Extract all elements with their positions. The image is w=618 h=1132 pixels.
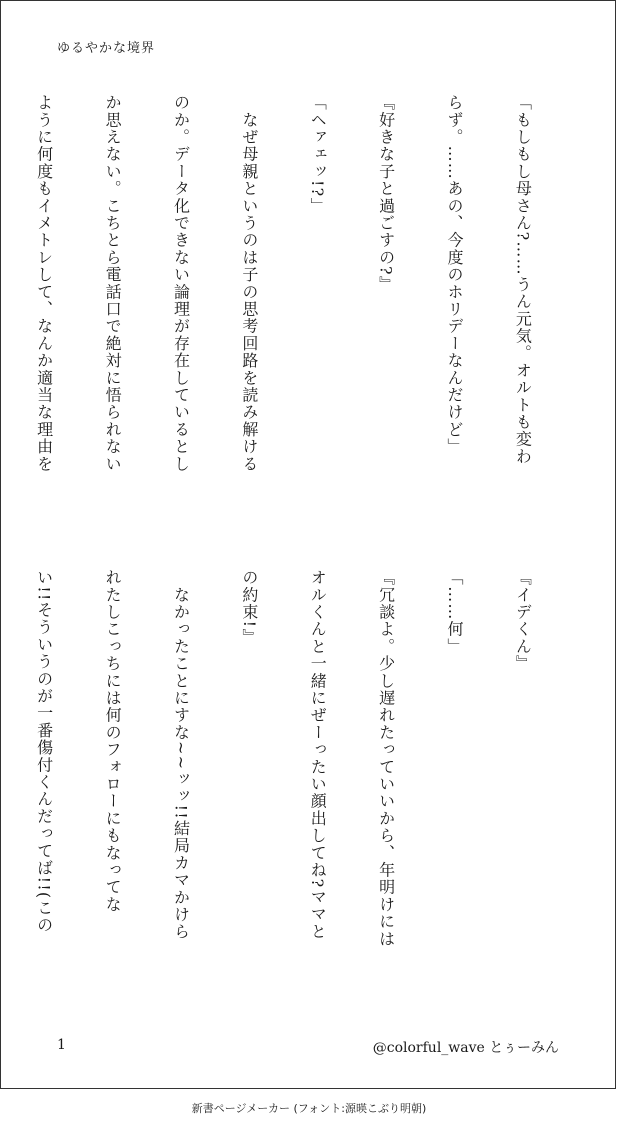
text-line: ように何度もイメトレして、なんか適当な理由を bbox=[34, 94, 54, 473]
text-line: れたしこっちには何のフォローにもなってな bbox=[103, 569, 123, 913]
text-line: 『好きな子と過ごすの?』 bbox=[376, 94, 396, 293]
header-title: ゆるやかな境界 bbox=[57, 41, 156, 56]
text-line: 『冗談よ。少し遅れたっていいから、年明けには bbox=[376, 569, 396, 948]
text-line: い!!そういうのが一番傷付くんだってば!!(この bbox=[34, 569, 54, 934]
author-credit: @colorful_wave とぅーみん bbox=[372, 1040, 559, 1056]
text-line: なぜ母親というのは子の思考回路を読み解ける bbox=[239, 94, 259, 473]
text-line: らず。……あの、今度のホリデーなんだけど」 bbox=[445, 94, 465, 456]
page-number: 1 bbox=[57, 1037, 66, 1053]
text-line: 『イデくん』 bbox=[513, 569, 533, 673]
text-line: の約束!』 bbox=[239, 569, 259, 646]
text-line: なかったことにすな~~ッッ!!結局カマかけら bbox=[171, 569, 191, 941]
text-line: 「もしもし母さん?……うん元気。オルトも変わ bbox=[513, 94, 533, 465]
text-block-top bbox=[19, 94, 579, 539]
text-line: か思えない。こちとら電話口で絶対に悟られない bbox=[103, 94, 123, 473]
text-block-bottom bbox=[19, 569, 579, 979]
text-line: 「……何」 bbox=[445, 569, 465, 655]
text-line: のか。データ化できない論理が存在しているとし bbox=[171, 94, 191, 473]
text-line: オルくんと一緒にぜーったい顔出してね?ママと bbox=[308, 569, 328, 940]
generator-credit: 新書ページメーカー (フォント:源暎こぶり明朝) bbox=[191, 1102, 427, 1115]
text-line: 「ヘァェッ!?」 bbox=[308, 94, 328, 215]
